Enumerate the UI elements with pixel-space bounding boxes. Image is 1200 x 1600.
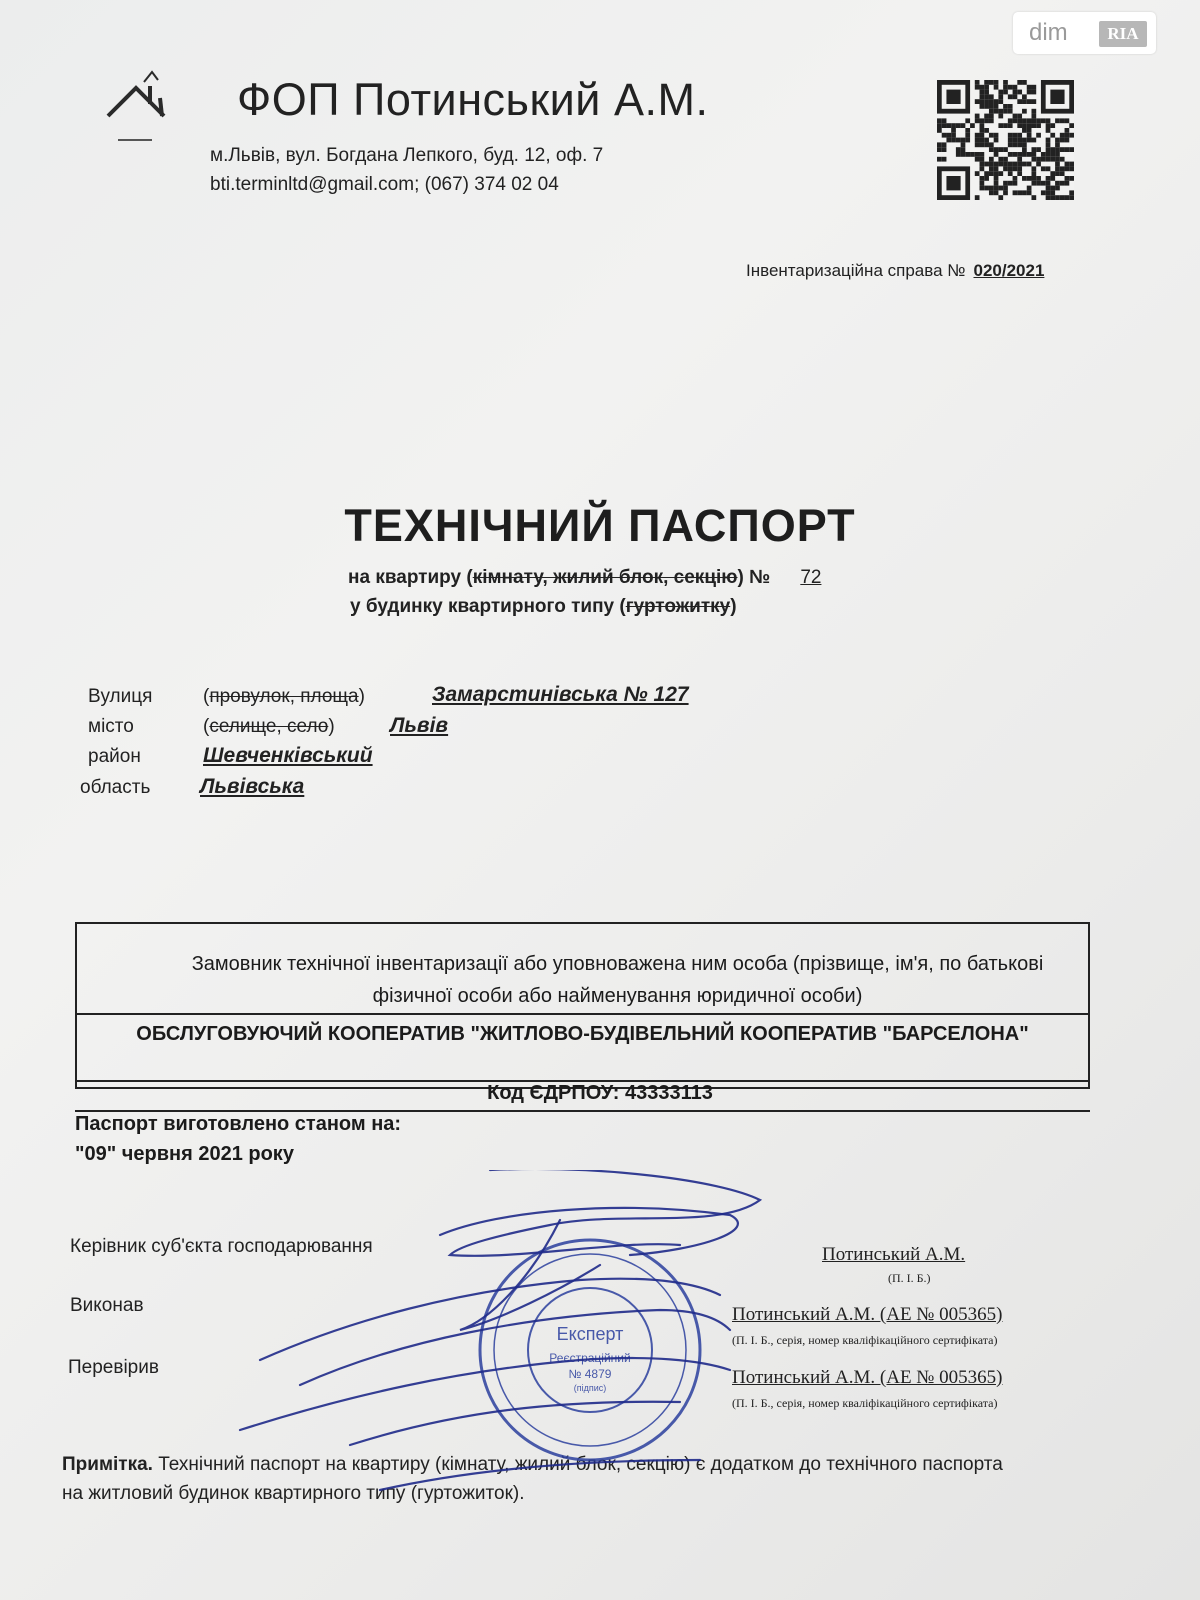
apartment-number: 72 [800, 567, 822, 588]
executor-label: Виконав [70, 1295, 144, 1316]
qr-code-icon [937, 80, 1074, 200]
head-caption: (П. І. Б.) [888, 1271, 931, 1285]
inventory-number: 020/2021 [973, 261, 1045, 280]
subtitle-text: на квартиру ( [348, 567, 473, 588]
made-date: "09" червня 2021 року [75, 1143, 294, 1165]
street-label: Вулиця [88, 686, 153, 707]
subtitle-line2-struck: гуртожитку [625, 596, 731, 617]
note-text: Технічний паспорт на квартиру (кімнату, жилий блок, секцію) є додатком до технічного паспорта на житловий будинок квартирного типу (гуртожиток). [62, 1454, 1003, 1504]
made-as-of-label: Паспорт виготовлено станом на: [75, 1113, 402, 1135]
street-struck: провулок, площа [209, 686, 359, 707]
edrpou-code: Код ЄДРПОУ: 43333113 [487, 1082, 713, 1104]
subtitle-line-1 [348, 567, 821, 589]
note-label: Примітка. [62, 1454, 153, 1475]
subtitle-text-2: ) № [737, 567, 771, 588]
watermark-logo [1013, 12, 1156, 54]
head-label: Керівник суб'єкта господарювання [70, 1236, 373, 1257]
district-value: Шевченківський [203, 744, 373, 767]
subtitle-line2-text: у будинку квартирного типу ( [350, 596, 626, 617]
watermark-ria: RIA [1099, 21, 1147, 47]
checker-name: Потинський А.М. (АЕ № 005365) [732, 1367, 1003, 1388]
executor-name: Потинський А.М. (АЕ № 005365) [732, 1304, 1003, 1325]
stamp-reg-text: Реєстраційний [549, 1351, 631, 1365]
stamp-center-text: Експерт [556, 1324, 624, 1344]
house-logo-icon [100, 68, 170, 148]
checker-caption: (П. І. Б., серія, номер кваліфікаційного сертифіката) [732, 1396, 998, 1410]
document-title: ТЕХНІЧНИЙ ПАСПОРТ [344, 500, 856, 551]
box-divider [77, 1013, 1088, 1015]
customer-name: ОБСЛУГОВУЮЧИЙ КООПЕРАТИВ "ЖИТЛОВО-БУДІВЕЛЬНИЙ КООПЕРАТИВ "БАРСЕЛОНА" [136, 1023, 1029, 1045]
watermark-dim: dim [1029, 19, 1068, 46]
code-underline [75, 1110, 1090, 1112]
handwritten-signatures [200, 1170, 900, 1500]
inventory-label: Інвентаризаційна справа № [746, 261, 966, 280]
customer-box [75, 922, 1090, 1089]
company-name: ФОП Потинський А.М. [237, 74, 709, 125]
stamp-sign-caption: (підпис) [573, 1383, 607, 1393]
region-value: Львівська [200, 775, 305, 798]
region-label: область [80, 777, 151, 798]
checker-label: Перевірив [68, 1357, 159, 1378]
district-label: район [88, 746, 141, 767]
company-address: м.Львів, вул. Богдана Лепкого, буд. 12, оф. 7 [210, 145, 604, 166]
street-value: Замарстинівська № 127 [432, 683, 689, 706]
city-struck: селище, село [209, 716, 329, 737]
customer-header: Замовник технічної інвентаризації або уповноважена ним особа (прізвище, ім'я, по батькові фізичної особи або найменування юридичної особи) [191, 953, 1044, 1007]
company-contacts: bti.terminltd@gmail.com; (067) 374 02 04 [210, 174, 559, 195]
executor-caption: (П. І. Б., серія, номер кваліфікаційного сертифіката) [732, 1333, 998, 1347]
street-alternatives: (провулок, площа) [203, 686, 365, 707]
subtitle-line2-close: ) [730, 596, 737, 617]
head-name: Потинський А.М. [822, 1244, 966, 1265]
inventory-case [746, 261, 1044, 281]
city-value: Львів [390, 714, 449, 737]
city-alternatives: (селище, село) [203, 716, 335, 737]
stamp-number: № 4879 [568, 1367, 612, 1381]
subtitle-struck: кімнату, жилий блок, секцію [472, 567, 738, 588]
subtitle-line-2 [350, 596, 737, 618]
city-label: місто [88, 716, 134, 737]
